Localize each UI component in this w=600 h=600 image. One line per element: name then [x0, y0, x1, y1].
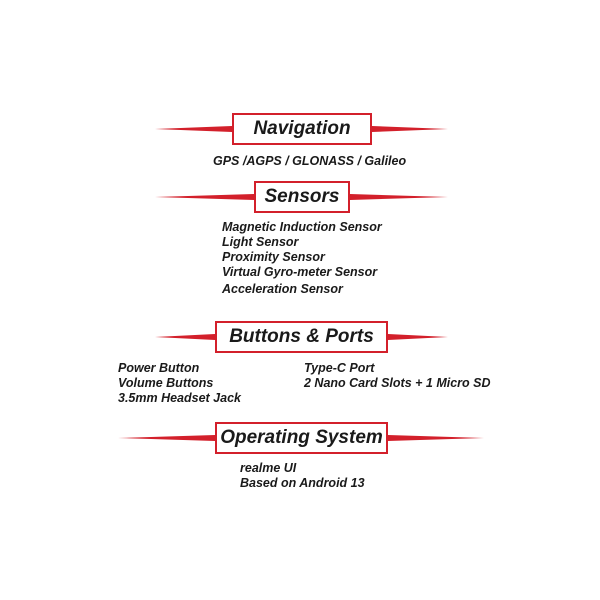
navigation-title: Navigation	[232, 113, 372, 145]
ports-right-item: 2 Nano Card Slots + 1 Micro SD	[304, 376, 491, 390]
sensors-header	[0, 178, 600, 218]
buttons-left-item: Power Button	[118, 361, 200, 375]
sensor-item: Virtual Gyro-meter Sensor	[222, 265, 378, 279]
sensor-item: Light Sensor	[222, 235, 299, 249]
buttons-ports-title: Buttons & Ports	[215, 321, 388, 353]
os-item: realme UI	[240, 461, 297, 475]
navigation-item: GPS /AGPS / GLONASS / Galileo	[213, 154, 407, 168]
os-item: Based on Android 13	[240, 476, 365, 490]
navigation-header	[0, 110, 600, 150]
ports-right-item: Type-C Port	[304, 361, 375, 375]
sensor-item: Magnetic Induction Sensor	[222, 220, 382, 234]
sensor-item: Proximity Sensor	[222, 250, 325, 264]
sensor-item: Acceleration Sensor	[222, 282, 343, 296]
operating-system-header	[0, 419, 600, 459]
buttons-left-item: Volume Buttons	[118, 376, 214, 390]
sensors-title: Sensors	[254, 181, 350, 213]
operating-system-title: Operating System	[215, 422, 388, 454]
buttons-left-item: 3.5mm Headset Jack	[118, 391, 241, 405]
buttons-ports-header	[0, 318, 600, 358]
